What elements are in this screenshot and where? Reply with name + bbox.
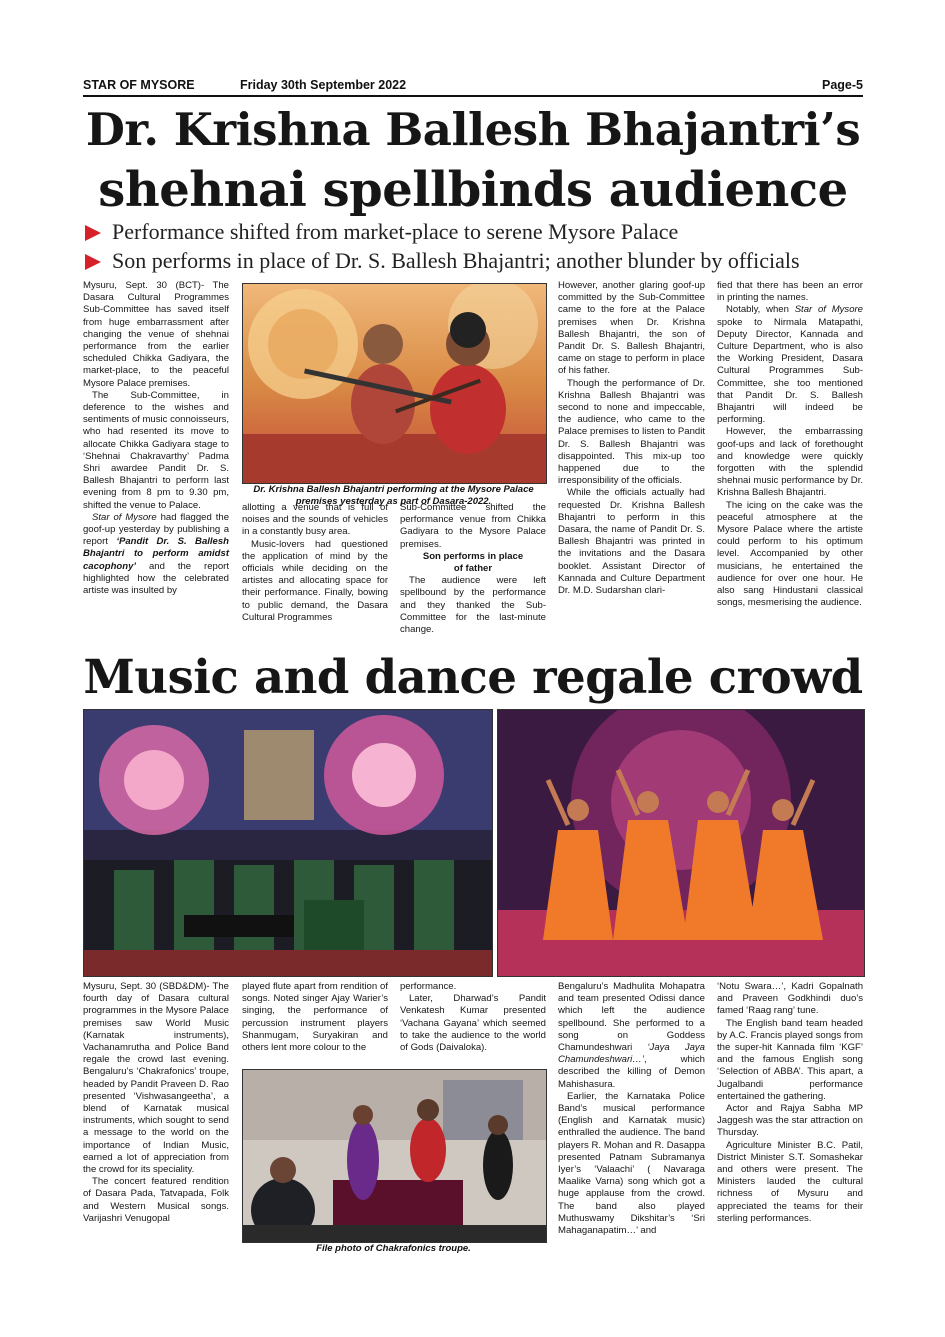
paragraph [558,981,705,1091]
paragraph: Later, Dharwad’s Pandit Venkatesh Kumar presented ‘Vachana Gayana’ which seemed to take the audience to the world of Gods (Daivaloka). [400,993,546,1054]
red-triangle-bullet-icon [85,254,101,270]
text-run: Bengaluru’s Madhulita Mohapatra and team presented Odissi dance which left the audience spellbound. She performed to a song on Goddess Chamundeshwari [558,981,705,1054]
paragraph: allotting a venue that is full of noises and the sounds of vehicles in a constantly busy area. [242,502,388,538]
red-triangle-bullet-icon [85,225,101,241]
text-run: spoke to Nirmala Matapathi, Deputy Director, Kannada and Culture Department, who is also the Working President, Dasara Cultural Programmes Sub-Committee, she too mentioned that Pandit Dr. S. Ballesh Bhajantri will indeed be performing. [717,316,863,426]
story2-column-4 [558,981,705,1237]
paragraph: The icing on the cake was the peaceful atmosphere at the Mysore Palace where the artiste could perform to his optimum level. Accompanied by other musicians, he entertained the audience for over one hour. He also sang Hindustani classical songs, mesmerising the audience. [717,499,863,609]
story2-headline: Music and dance regale crowd [83,649,863,704]
paragraph: performance. [400,981,457,992]
paragraph: The audience were left spellbound by the performance and they thanked the Sub-Committee for the last-minute change. [400,575,546,636]
odissi-dance-image [498,710,864,976]
story2-column-2 [242,981,388,1054]
subhead [400,551,546,575]
paragraph: Though the performance of Dr. Krishna Ballesh Bhajantri was second to none and impeccable, the audience, who came to the Palace premises to listen to Pandit Dr. S. Ballesh Bhajantri was disappointed. This mix-up too happened due to the irresponsibility of the officials. [558,377,705,487]
paragraph: played flute apart from rendition of songs. Noted singer Ajay Warier’s singing, the performance of percussion instrument players Shanmugam, Suryakiran and others lent more colour to the [242,981,388,1054]
deck-text: Son performs in place of Dr. S. Ballesh Bhajantri; another blunder by officials [112,248,800,273]
paragraph: Actor and Rajya Sabha MP Jaggesh was the star attraction on Thursday. [717,1103,863,1139]
story1-column-2 [242,502,388,624]
paragraph: However, another glaring goof-up committed by the Sub-Committee came to the fore at the Palace premises when Dr. Krishna Ballesh Bhajantri, the son of Pandit Dr. S. Ballesh Bhajantri, came on stage to perform in place of his father. [558,280,705,377]
page-number: Page-5 [822,78,863,92]
story1-deck-1 [83,219,873,245]
text-run: and the report highlighted how the celebrated artiste was insulted by [83,560,229,597]
story2-column-1 [83,981,229,1225]
paragraph: Mysuru, Sept. 30 (SBD&DM)- The fourth day of Dasara cultural programmes in the Mysore Palace premises saw World Music (Karnatak instruments), Vachanamrutha and Police Band regale the crowd last evening. Bengaluru’s ‘Chakrafonics’ troupe, headed by Pandit Praveen D. Rao presented ‘Vishwasangeetha’, a blend of Karnatak musical instruments, which sought to send a message to the world on the importance of Indian Music, earned a lot of appreciation from the crowd for its speciality. [83,981,229,1176]
odissi-dance-photo [497,709,865,977]
story1-deck-2 [83,248,873,274]
chakrafonics-troupe-image [243,1070,546,1242]
paragraph: ‘Notu Swara…’, Kadri Gopalnath and Praveen Godkhindi duo’s famed ‘Raag rang’ tune. [717,981,863,1017]
paragraph [83,512,229,597]
masthead-rule [83,95,863,97]
story2-column-5 [717,981,863,1225]
song-title: ‘Jaya Jaya Chamundeshwari…’ [558,1042,705,1066]
police-band-image [84,710,492,976]
issue-date: Friday 30th September 2022 [240,78,407,92]
paragraph: Agriculture Minister B.C. Patil, District Minister S.T. Somashekar and others were present. The Ministers lauded the cultural richness of Mysuru and appreciated the teams for their sterling performances. [717,1139,863,1224]
paragraph: fied that there has been an error in printing the names. [717,280,863,304]
paragraph [717,304,863,426]
paragraph: The English band team headed by A.C. Francis played songs from the super-hit Kannada film ‘KGF’ and the famous English song ‘Selection of ABBA’. This apart, a Jugalbandi performance entertained the gathering. [717,1017,863,1102]
story1-column-4 [558,280,705,597]
chakrafonics-troupe-photo [242,1069,547,1243]
shehnai-performance-image [243,284,546,483]
paragraph: The Sub-Committee, in deference to the wishes and sentiments of music connoisseurs, who had resented its move to allocate Chikka Gadiyara stage to ‘Shehnai Chakravarthy’ Padma Shri awardee Pandit Dr. S. Ballesh Bhajantri to perform last evening from 8 pm to 9.30 pm, shifted the venue to Palace. [83,389,229,511]
publication-name: STAR OF MYSORE [83,78,195,92]
caption-line: premises yesterday as part of Dasara-2022. [295,496,492,507]
report-title: ‘Pandit Dr. S. Ballesh Bhajantri to perform amidst cacophony’ [83,536,230,572]
story1-column-5 [717,280,863,609]
paragraph: Music-lovers had questioned the application of mind by the officials while deciding on the artistes and allocating space for their performance. Finally, bowing to public demand, the Dasara Cultural Programmes [242,538,388,623]
story1-column-3 [400,502,546,636]
subhead-line: Son performs in place [422,550,524,562]
subhead-line: of father [453,563,493,575]
text-run: Notably, when [726,304,795,316]
paragraph: Earlier, the Karnataka Police Band’s musical performance (English and Karnatak music) enthralled the audience. The band players R. Mohan and R. Dasappa presented Patnam Subramanya Iyer’s ‘Valaachi’ ( Navaraga Maalike Varna) song which got a huge applause from the crowd. The band also played Muthuswamy Dikshitar’s ‘Sri Mahaganapatim…’ and [558,1090,705,1237]
shehnai-performance-photo [242,283,547,484]
publication-mention: Star of Mysore [794,304,863,316]
deck-text: Performance shifted from market-place to serene Mysore Palace [112,219,679,244]
police-band-photo [83,709,493,977]
paragraph: While the officials actually had requested Dr. Krishna Ballesh Bhajantri to perform in this Dasara, the name of Pandit Dr. S. Ballesh Bhajantri was printed in the invitations and the Dasara booklet. Assistant Director of Kannada and Culture Department Dr. M.D. Sudarshan clari- [558,487,705,597]
paragraph: The concert featured rendition of Dasara Pada, Tatvapada, Folk and Western Musical songs. Varijashri Venugopal [83,1176,229,1224]
publication-mention: Star of Mysore [92,511,157,523]
text-run: , which described the killing of Demon Mahishasura. [558,1054,705,1090]
paragraph: Mysuru, Sept. 30 (BCT)- The Dasara Cultural Programmes Sub-Committee has saved itself from huge embarrassment after changing the venue of shehnai performance from the earlier scheduled Chikka Gadiyara, the market-place, to the peaceful Mysore Palace premises. [83,280,229,389]
story2-column-3 [400,981,546,1054]
story1-headline-line1: Dr. Krishna Ballesh Bhajantri’s [85,103,861,156]
paragraph: Sub-Committee shifted the performance venue from Chikka Gadiyara to the Mysore Palace premises. [400,502,546,550]
text-run: had flagged the goof-up yesterday by publishing a report [83,511,229,548]
masthead [83,76,863,94]
story1-column-1 [83,280,229,597]
story2-photo-caption: File photo of Chakrafonics troupe. [316,1243,471,1254]
story1-headline-line2: shehnai spellbinds audience [98,162,848,218]
paragraph: However, the embarrassing goof-ups and lack of forethought and knowledge were quickly forgotten with the splendid shehnai music performance by Dr. Krishna Ballesh Bhajantri. [717,426,863,499]
caption-line: Dr. Krishna Ballesh Bhajantri performing at the Mysore Palace [253,484,534,495]
